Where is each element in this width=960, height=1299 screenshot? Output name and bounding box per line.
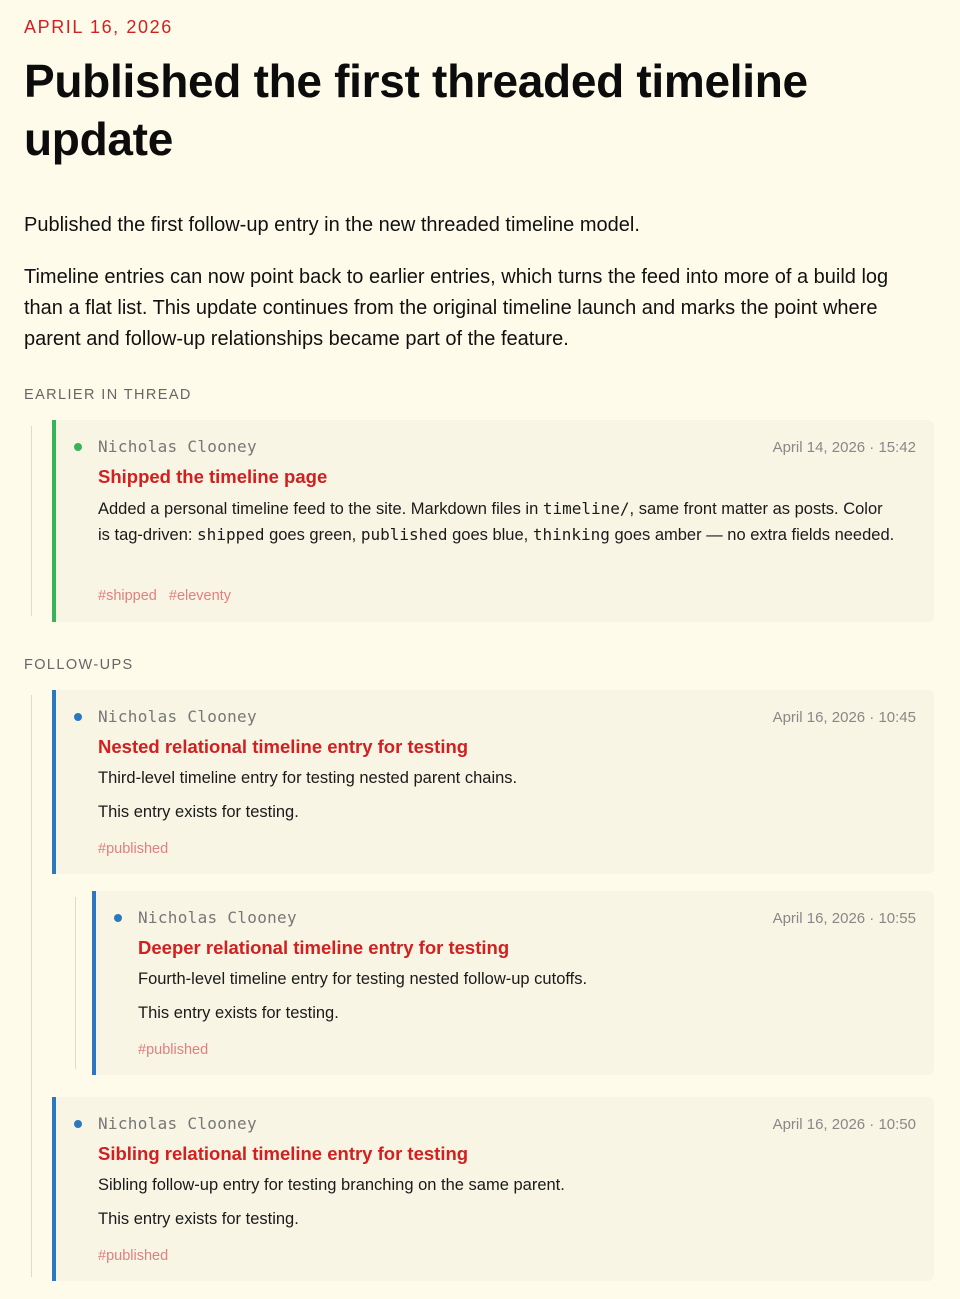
entry-timestamp: April 14, 2026 · 15:42 <box>772 439 916 456</box>
post-date: APRIL 16, 2026 <box>24 17 173 37</box>
entry-text: Fourth-level timeline entry for testing nested follow-up cutoffs. <box>138 970 588 988</box>
inline-code: thinking <box>532 525 610 544</box>
entry-note: This entry exists for testing. <box>98 803 299 821</box>
published-status-dot-icon <box>74 1120 82 1128</box>
entry-title-link[interactable]: Deeper relational timeline entry for testing <box>138 937 510 958</box>
entry-title-link[interactable]: Shipped the timeline page <box>98 466 328 487</box>
follow-ups-label: FOLLOW-UPS <box>24 657 134 673</box>
tag-link[interactable]: #published <box>138 1042 209 1058</box>
entry-author: Nicholas Clooney <box>98 437 257 456</box>
entry-author: Nicholas Clooney <box>138 908 297 927</box>
nested-followup-entry-card[interactable] <box>92 891 934 1075</box>
sibling-followup-entry-card[interactable] <box>52 1097 934 1281</box>
post-body: Timeline entries can now point back to earlier entries, which turns the feed into more of a build log than a flat list. This update continues from the original timeline launch and marks the point where parent and follow-up relationships became part of the feature. <box>24 266 889 350</box>
published-status-dot-icon <box>74 713 82 721</box>
inline-code: timeline/ <box>542 499 630 518</box>
tag-link[interactable]: #published <box>98 841 169 857</box>
entry-tags <box>98 588 239 604</box>
entry-text: Sibling follow-up entry for testing branching on the same parent. <box>98 1176 565 1194</box>
post-lead: Published the first follow-up entry in the new threaded timeline model. <box>24 214 640 236</box>
tag-link[interactable]: #shipped <box>98 588 157 604</box>
entry-text: Added a personal timeline feed to the site. Markdown files in timeline/, same front matter as posts. Color is tag-driven: shipped goes green, published goes blue, thinking goes amber — no extra fields needed. <box>98 499 895 544</box>
shipped-status-dot-icon <box>74 443 82 451</box>
earlier-in-thread-label: EARLIER IN THREAD <box>24 387 192 403</box>
entry-text: Third-level timeline entry for testing nested parent chains. <box>98 769 518 787</box>
tag-link[interactable]: #published <box>98 1248 169 1264</box>
published-status-dot-icon <box>114 914 122 922</box>
nested-thread-line <box>75 897 76 1069</box>
entry-author: Nicholas Clooney <box>98 1114 257 1133</box>
entry-note: This entry exists for testing. <box>98 1210 299 1228</box>
inline-code: published <box>360 525 448 544</box>
inline-code: shipped <box>197 525 265 544</box>
page-title: Published the first threaded timeline update <box>24 55 808 165</box>
entry-title-link[interactable]: Nested relational timeline entry for testing <box>98 736 469 757</box>
entry-timestamp: April 16, 2026 · 10:45 <box>772 709 916 726</box>
followup-entry-card[interactable] <box>52 690 934 874</box>
entry-title-link[interactable]: Sibling relational timeline entry for testing <box>98 1143 469 1164</box>
thread-line <box>31 695 32 1277</box>
entry-author: Nicholas Clooney <box>98 707 257 726</box>
entry-tags <box>98 1248 176 1264</box>
entry-tags <box>138 1042 216 1058</box>
tag-link[interactable]: #eleventy <box>168 588 231 604</box>
entry-tags <box>98 841 176 857</box>
earlier-entry-card[interactable] <box>52 420 934 622</box>
entry-timestamp: April 16, 2026 · 10:55 <box>772 910 916 927</box>
entry-timestamp: April 16, 2026 · 10:50 <box>772 1116 916 1133</box>
entry-note: This entry exists for testing. <box>138 1004 339 1022</box>
thread-line <box>31 426 32 616</box>
